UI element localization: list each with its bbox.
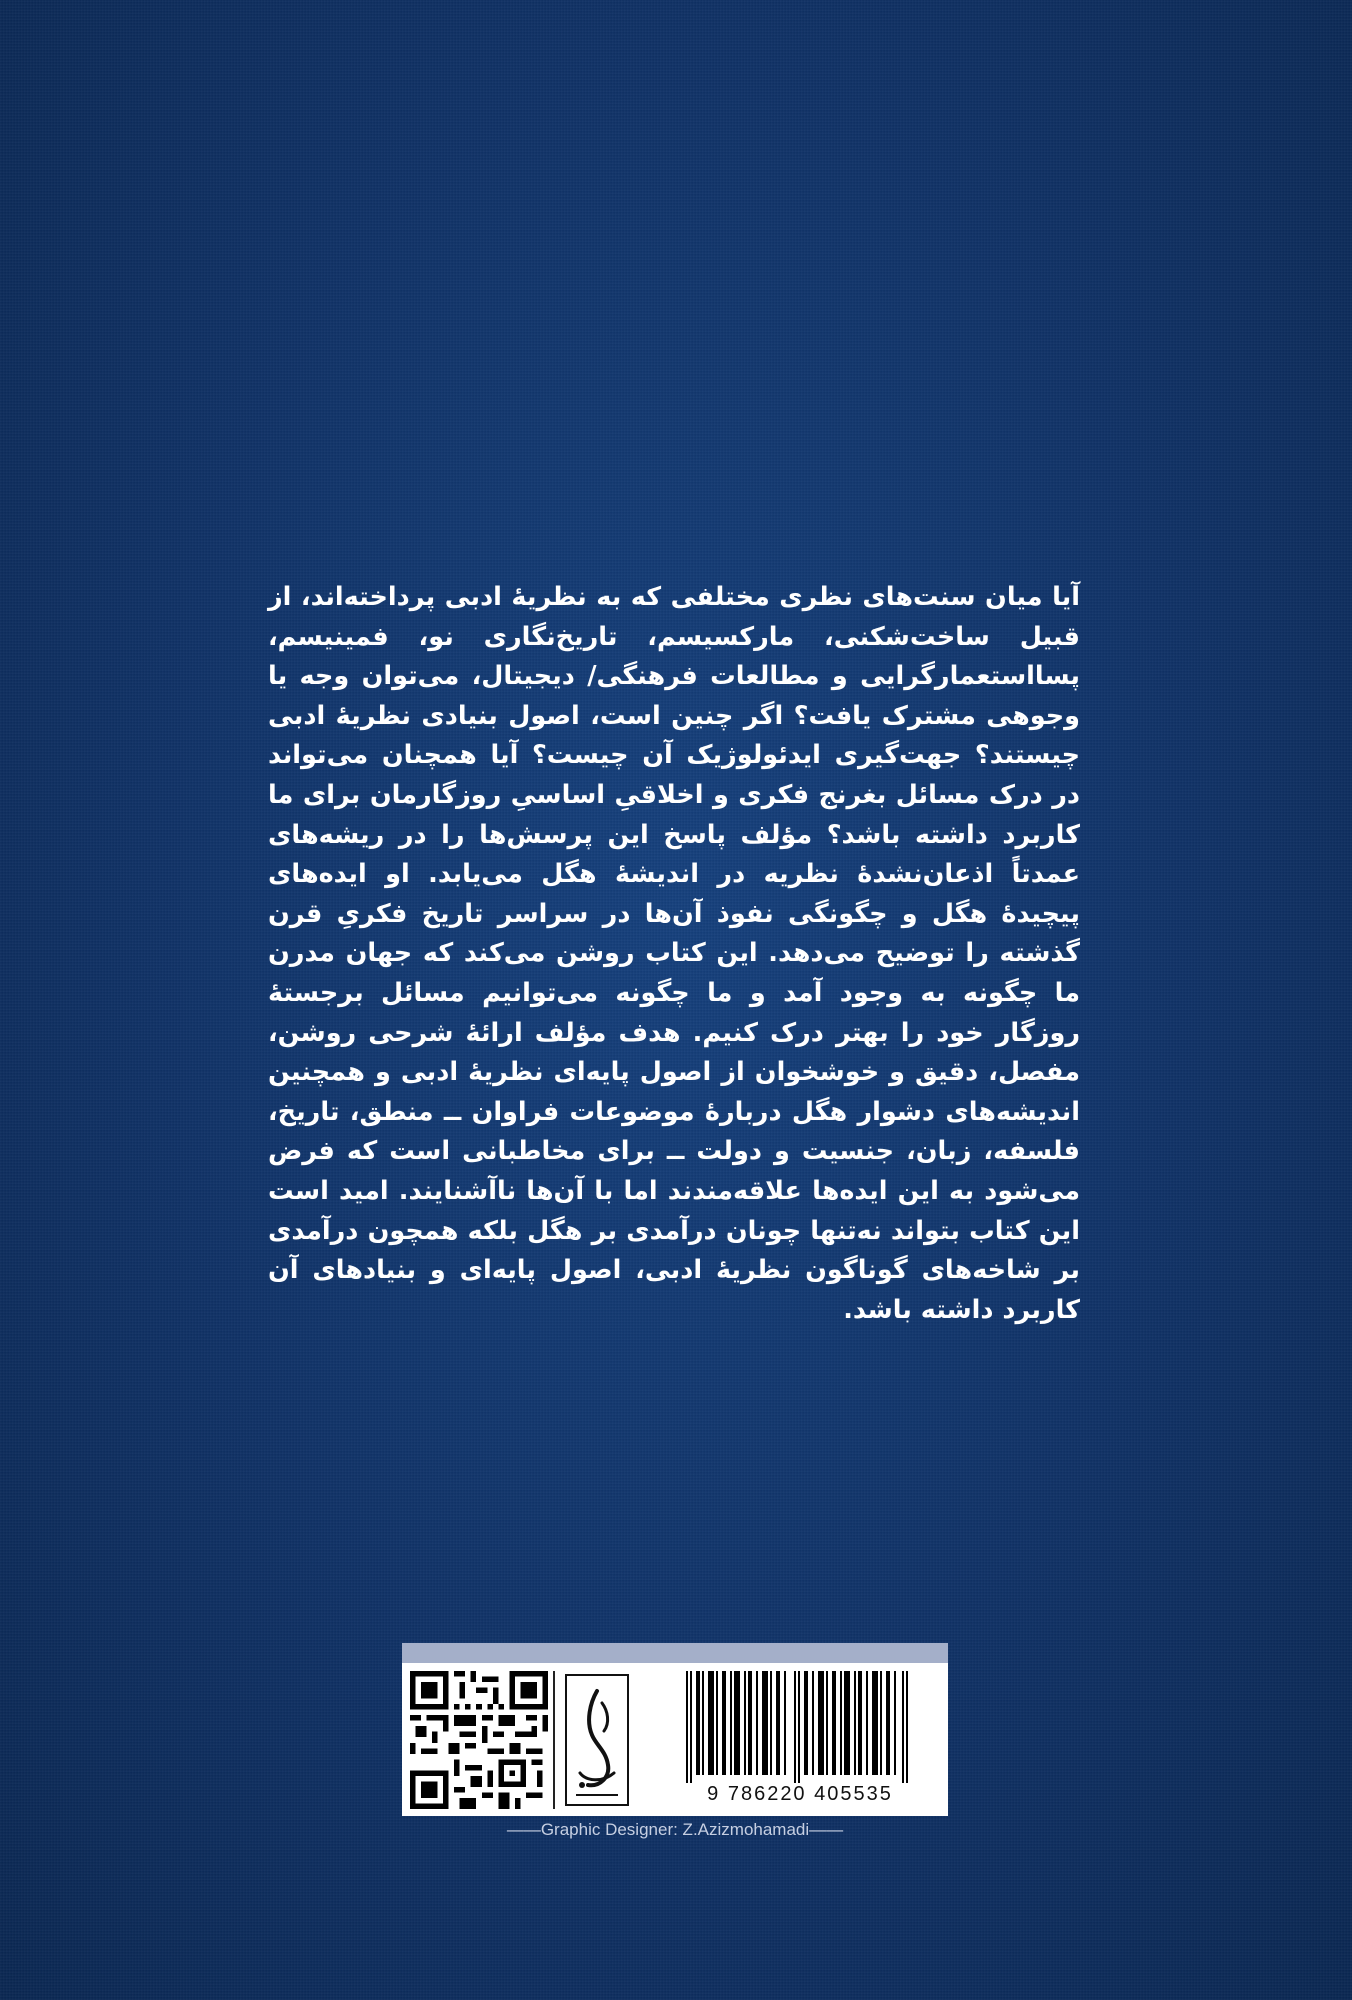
qr-code-icon bbox=[410, 1671, 548, 1809]
panel-divider bbox=[553, 1671, 555, 1809]
panel-strip bbox=[402, 1643, 948, 1663]
barcode-icon bbox=[682, 1671, 914, 1783]
isbn-number: 9 786220 405535 bbox=[707, 1783, 893, 1805]
blurb-text: آیا میان سنت‌های نظری مختلفی که به نظریهٔ ادبی پرداخته‌اند، از قبیل ساخت‌شکنی، مارکسیسم، تاریخ‌نگاری نو، فمینیسم، پسااستعمارگرایی و مطالعات فرهنگی/ دیجیتال، می‌توان وجه یا وجوهی مشترک یافت؟ اگر چنین است، اصول بنیادی نظریهٔ ادبی چیستند؟ جهت‌گیری ایدئولوژیک آن چیست؟ آیا همچنان می‌تواند در درک مسائل بغرنج فکری و اخلاقیِ اساسیِ روزگارمان برای ما کاربرد داشته باشد؟ مؤلف پاسخ این پرسش‌ها را در ریشه‌های عمدتاً اذعان‌نشدهٔ نظریه در اندیشهٔ هگل می‌یابد. او ایده‌های پیچیدهٔ هگل و چگونگی نفوذ آن‌ها در سراسر تاریخ فکریِ قرن گذشته را توضیح می‌دهد. این کتاب روشن می‌کند که جهان مدرن ما چگونه به وجود آمد و ما چگونه می‌توانیم مسائل برجستهٔ روزگار خود را بهتر درک کنیم. هدف مؤلف ارائهٔ شرحی روشن، مفصل، دقیق و خوشخوان از اصول پایه‌ای نظریهٔ ادبی و همچنین اندیشه‌های دشوار هگل دربارهٔ موضوعات فراوان ــ منطق، تاریخ، فلسفه، زبان، جنسیت و دولت ــ برای مخاطبانی است که فرض می‌شود به این ایده‌ها علاقه‌مندند اما با آن‌ها ناآشنایند. امید است این کتاب بتواند نه‌تنها چونان درآمدی بر هگل بلکه همچون درآمدی بر شاخه‌های گوناگون نظریهٔ ادبی، اصول پایه‌ای و بنیادهای آن کاربرد داشته باشد. bbox=[268, 582, 1080, 1325]
barcode-panel bbox=[402, 1643, 948, 1816]
designer-credit: ——Graphic Designer: Z.Azizmohamadi—— bbox=[506, 1820, 844, 1839]
publisher-logo-icon bbox=[562, 1673, 632, 1807]
